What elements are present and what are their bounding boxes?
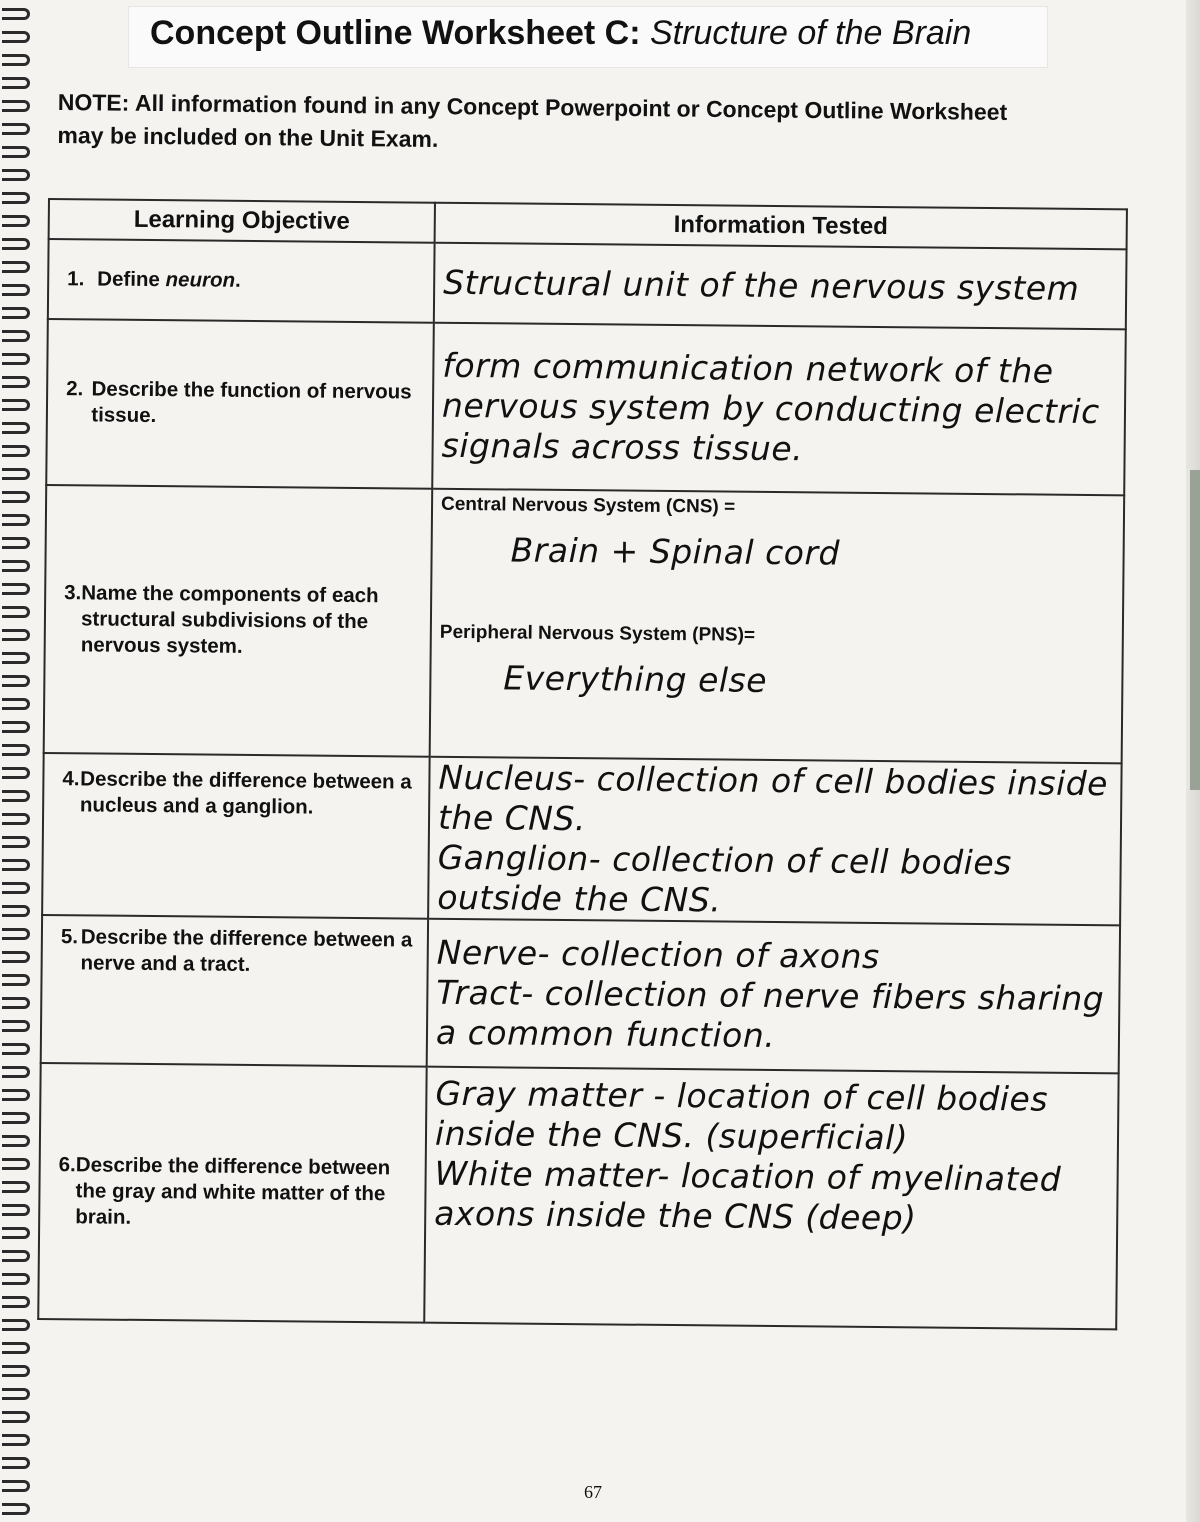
worksheet-table bbox=[37, 198, 1128, 1330]
table-row bbox=[44, 485, 1125, 763]
handwritten-answer: Nerve- collection of axons Tract- collection of nerve fibers sharing a common function. bbox=[435, 932, 1105, 1056]
spiral-ring bbox=[2, 698, 30, 710]
spiral-ring bbox=[2, 215, 30, 227]
objective-text: Describe the function of nervous tissue. bbox=[91, 377, 412, 428]
answer-1[interactable] bbox=[434, 243, 1127, 330]
objective-text: Define bbox=[97, 267, 166, 292]
spiral-ring bbox=[2, 1411, 30, 1423]
objective-period: . bbox=[234, 268, 241, 292]
spiral-ring bbox=[2, 629, 30, 641]
title-bold: Concept Outline Worksheet C: bbox=[150, 14, 641, 52]
spiral-ring bbox=[2, 583, 30, 595]
cns-answer: Brain + Spinal cord bbox=[510, 530, 841, 573]
spiral-ring bbox=[2, 1043, 30, 1055]
spiral-ring bbox=[2, 77, 30, 89]
pns-answer: Everything else bbox=[503, 658, 768, 700]
objective-number: 1. bbox=[67, 267, 85, 291]
spiral-ring bbox=[2, 1089, 30, 1101]
spiral-ring bbox=[2, 146, 30, 158]
spiral-ring bbox=[2, 514, 30, 526]
spiral-ring bbox=[2, 1319, 30, 1331]
objective-text: Name the components of each structural subdivisions of the nervous system. bbox=[80, 581, 379, 658]
spiral-ring bbox=[2, 1503, 30, 1515]
objective-number: 5. bbox=[60, 925, 79, 949]
answer-5[interactable] bbox=[427, 919, 1120, 1074]
spiral-ring bbox=[2, 491, 30, 503]
handwritten-answer: Nucleus- collection of cell bodies inside the CNS. Ganglion- collection of cell bodies outside the CNS. bbox=[437, 757, 1109, 920]
header-learning-objective: Learning Objective bbox=[49, 199, 435, 243]
spiral-ring bbox=[2, 1112, 30, 1124]
spiral-ring bbox=[2, 1296, 30, 1308]
spiral-ring bbox=[2, 813, 30, 825]
spiral-ring bbox=[2, 8, 30, 20]
spiral-ring bbox=[2, 261, 30, 273]
spiral-ring bbox=[2, 284, 30, 296]
spiral-ring bbox=[2, 468, 30, 480]
spiral-ring bbox=[2, 882, 30, 894]
spiral-ring bbox=[2, 744, 30, 756]
spiral-ring bbox=[2, 675, 30, 687]
table-row bbox=[48, 239, 1127, 329]
spiral-ring bbox=[2, 399, 30, 411]
spiral-ring bbox=[2, 1181, 30, 1193]
spiral-ring bbox=[2, 1227, 30, 1239]
handwritten-answer: Structural unit of the nervous system bbox=[443, 262, 1080, 308]
table-row bbox=[41, 915, 1120, 1073]
spiral-ring bbox=[2, 192, 30, 204]
table-row bbox=[46, 319, 1126, 495]
objective-number: 4. bbox=[62, 767, 80, 791]
spiral-ring bbox=[2, 100, 30, 112]
answer-4[interactable] bbox=[428, 757, 1122, 926]
spiral-ring bbox=[2, 1204, 30, 1216]
spiral-ring bbox=[2, 859, 30, 871]
spiral-ring bbox=[2, 836, 30, 848]
spiral-ring bbox=[2, 445, 30, 457]
spiral-ring bbox=[2, 307, 30, 319]
spiral-ring bbox=[2, 238, 30, 250]
handwritten-answer: form communication network of the nervous system by conducting electric signals across tissue. bbox=[441, 345, 1100, 469]
header-information-tested: Information Tested bbox=[435, 203, 1127, 250]
objective-1 bbox=[48, 239, 435, 323]
objective-6 bbox=[38, 1063, 426, 1323]
spiral-ring bbox=[2, 422, 30, 434]
spiral-ring bbox=[2, 1250, 30, 1262]
spiral-ring bbox=[2, 1158, 30, 1170]
exam-note: NOTE: All information found in any Concept Powerpoint or Concept Outline Worksheet may be included on the Unit Exam. bbox=[57, 88, 1008, 152]
spiral-ring bbox=[2, 1020, 30, 1032]
spiral-ring bbox=[2, 54, 30, 66]
spiral-ring bbox=[2, 905, 30, 917]
spiral-ring bbox=[2, 928, 30, 940]
objective-number: 2. bbox=[66, 377, 84, 401]
spiral-ring bbox=[2, 330, 30, 342]
next-page-edge bbox=[1186, 0, 1200, 1522]
objective-2 bbox=[46, 319, 434, 489]
spiral-ring bbox=[2, 31, 30, 43]
spiral-ring bbox=[2, 951, 30, 963]
objective-text: Describe the difference between a nerve and a tract. bbox=[80, 925, 413, 976]
objective-3 bbox=[44, 485, 433, 757]
spiral-ring bbox=[2, 1342, 30, 1354]
spiral-ring bbox=[2, 1273, 30, 1285]
handwritten-answer: Gray matter - location of cell bodies inside the CNS. (superficial) White matter- location of myelinated axons inside the CNS (deep) bbox=[434, 1073, 1062, 1238]
spiral-ring bbox=[2, 1480, 30, 1492]
title-italic: Structure of the Brain bbox=[649, 14, 972, 52]
spiral-ring bbox=[2, 353, 30, 365]
spiral-ring bbox=[2, 721, 30, 733]
spiral-ring bbox=[2, 376, 30, 388]
spiral-ring bbox=[2, 790, 30, 802]
spiral-ring bbox=[2, 974, 30, 986]
objective-text: Describe the difference between a nucleus and a ganglion. bbox=[79, 767, 412, 819]
spiral-ring bbox=[2, 537, 30, 549]
spiral-ring bbox=[2, 606, 30, 618]
objective-5 bbox=[41, 915, 428, 1067]
table-row bbox=[38, 1063, 1118, 1329]
spiral-ring bbox=[2, 1434, 30, 1446]
objective-number: 3. bbox=[64, 581, 82, 605]
spiral-ring bbox=[2, 169, 30, 181]
answer-3[interactable] bbox=[430, 489, 1125, 764]
spiral-ring bbox=[2, 767, 30, 779]
objective-number: 6. bbox=[58, 1153, 76, 1177]
spiral-ring bbox=[2, 1135, 30, 1147]
cns-label: Central Nervous System (CNS) = bbox=[440, 493, 736, 518]
spiral-ring bbox=[2, 1066, 30, 1078]
table-row bbox=[42, 753, 1122, 925]
worksheet-title bbox=[150, 14, 971, 53]
objective-4 bbox=[42, 753, 430, 919]
spiral-ring bbox=[2, 1457, 30, 1469]
spiral-ring bbox=[2, 652, 30, 664]
spiral-ring bbox=[2, 997, 30, 1009]
spiral-ring bbox=[2, 1365, 30, 1377]
objective-text: Describe the difference between the gray and white matter of the brain. bbox=[75, 1153, 391, 1229]
objective-term: neuron bbox=[165, 268, 236, 292]
spiral-ring bbox=[2, 123, 30, 135]
spiral-ring bbox=[2, 560, 30, 572]
answer-2[interactable] bbox=[432, 323, 1126, 496]
answer-6[interactable] bbox=[424, 1067, 1118, 1330]
pns-label: Peripheral Nervous System (PNS)= bbox=[439, 621, 756, 646]
spiral-ring bbox=[2, 1388, 30, 1400]
page-number: 67 bbox=[584, 1482, 602, 1502]
